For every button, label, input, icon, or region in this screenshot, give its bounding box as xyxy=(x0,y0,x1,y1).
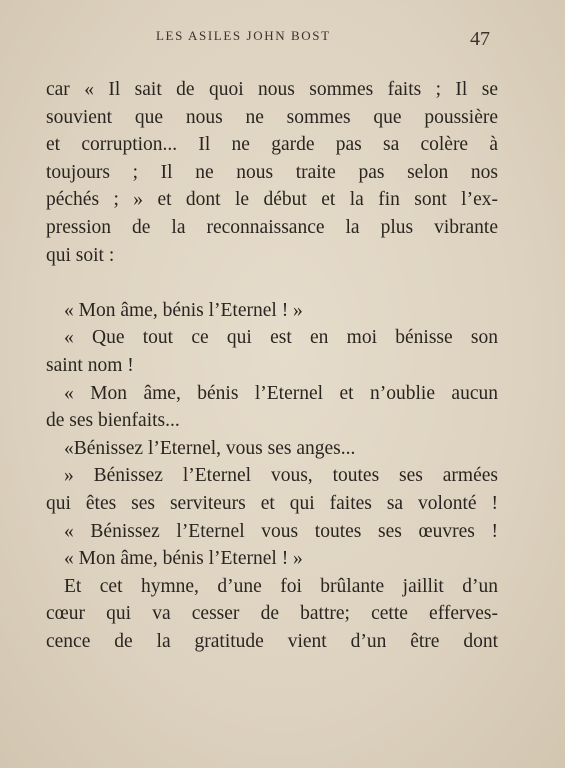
text-line: cence de la gratitude vient d’un être dont xyxy=(46,630,498,652)
text-line: péchés ; » et dont le début et la fin sont l’ex- xyxy=(46,189,498,211)
text-line: « Mon âme, bénis l’Eternel ! » xyxy=(64,299,303,321)
text-line: qui soit : xyxy=(46,244,115,266)
text-line: pression de la reconnaissance la plus vibrante xyxy=(46,216,498,238)
paragraph-gap xyxy=(46,269,498,297)
text-line: saint nom ! xyxy=(46,354,134,376)
text-line: cœur qui va cesser de battre; cette efferves- xyxy=(46,603,498,625)
text-line: Et cet hymne, d’une foi brûlante jaillit d’un xyxy=(64,575,498,597)
text-line: souvient que nous ne sommes que poussière xyxy=(46,106,498,128)
running-head: LES ASILES JOHN BOST xyxy=(156,28,331,43)
text-line: et corruption... Il ne garde pas sa colère à xyxy=(46,134,498,156)
text-line: « Mon âme, bénis l’Eternel ! » xyxy=(64,548,303,570)
text-line: « Que tout ce qui est en moi bénisse son xyxy=(64,327,498,349)
text-line: » Bénissez l’Eternel vous, toutes ses armées xyxy=(64,465,498,487)
body-text xyxy=(46,76,498,655)
text-line: « Bénissez l’Eternel vous toutes ses œuvres ! xyxy=(64,520,498,542)
text-line: «Bénissez l’Eternel, vous ses anges... xyxy=(64,437,356,459)
text-line: qui êtes ses serviteurs et qui faites sa volonté ! xyxy=(46,492,498,514)
text-line: toujours ; Il ne nous traite pas selon nos xyxy=(46,161,498,183)
text-line: « Mon âme, bénis l’Eternel et n’oublie aucun xyxy=(64,382,498,404)
page-number: 47 xyxy=(470,28,490,50)
text-line: de ses bienfaits... xyxy=(46,410,180,432)
text-line: car « Il sait de quoi nous sommes faits ; Il se xyxy=(46,79,498,100)
